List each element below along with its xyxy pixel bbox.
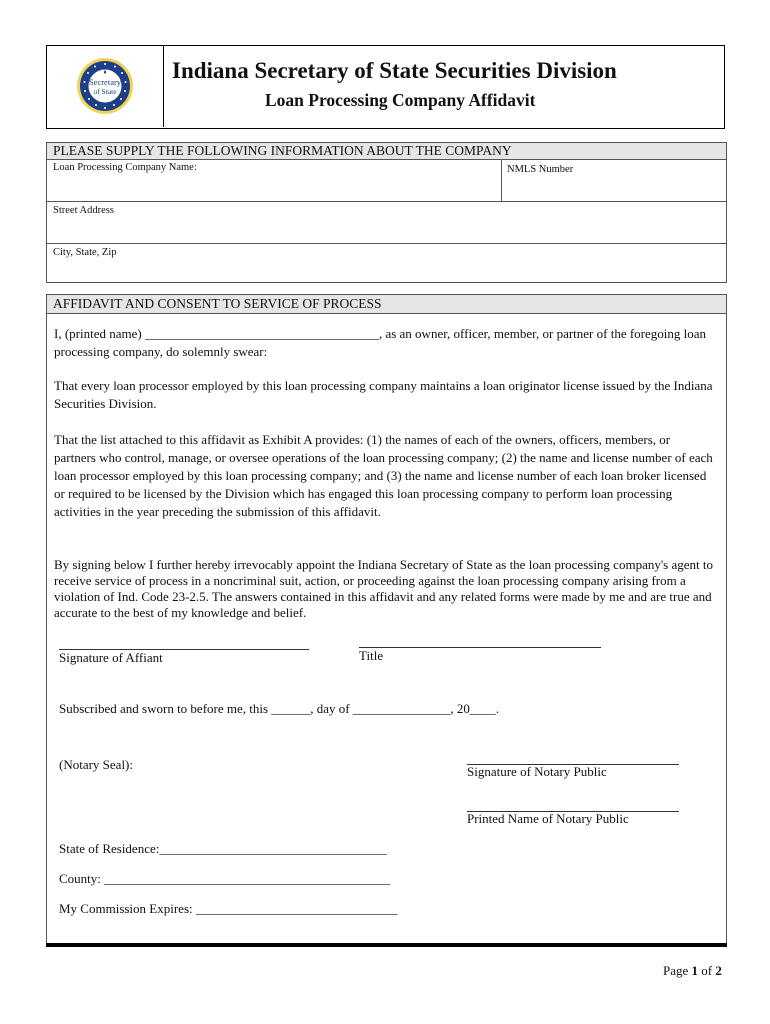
- commission-expires-field[interactable]: My Commission Expires: _______________________________: [59, 901, 398, 916]
- state-seal-icon: [76, 57, 134, 115]
- notary-signature-label: Signature of Notary Public: [467, 764, 607, 779]
- row-divider: [47, 201, 726, 202]
- company-name-field[interactable]: [49, 173, 499, 199]
- affidavit-paragraph-2: That every loan processor employed by this loan processing company maintains a loan originator license issued by the Indiana Securities Division.: [54, 378, 713, 411]
- seal-text-1: Secretary: [88, 77, 122, 87]
- state-of-residence-field[interactable]: State of Residence:___________________________________: [59, 841, 387, 856]
- bottom-rule: [46, 943, 727, 947]
- city-state-zip-field[interactable]: [49, 259, 723, 281]
- company-section-heading: PLEASE SUPPLY THE FOLLOWING INFORMATION ABOUT THE COMPANY: [47, 143, 726, 160]
- nmls-divider: [501, 159, 502, 201]
- affidavit-paragraph-3: That the list attached to this affidavit as Exhibit A provides: (1) the names of each of the owners, officers, members, or partners who control, manage, or oversee operations of the loan processing company; (2) the name and license number of each loan processor employed by this loan processing company; and (3) the name and license number of each loan broker licensed or required to be licensed by the Division which has engaged this loan processing company to perform loan processing activities in the year preceding the submission of this affidavit.: [54, 432, 713, 519]
- affidavit-paragraph-4: By signing below I further hereby irrevocably appoint the Indiana Secretary of State as the loan processing company's agent to receive service of process in a noncriminal suit, action, or proceeding against the loan processing company arising from a violation of Ind. Code 23-2.5. The answers contained in this affidavit and any related forms were made by me and are true and accurate to the best of my knowledge and belief.: [54, 557, 714, 620]
- seal-text-2: of State: [93, 87, 117, 96]
- page-subtitle: Loan Processing Company Affidavit: [265, 90, 536, 110]
- nmls-number-field[interactable]: [503, 177, 723, 199]
- county-field[interactable]: County: ____________________________________________: [59, 871, 391, 886]
- title-line[interactable]: [359, 647, 601, 648]
- street-address-label: Street Address: [53, 205, 114, 216]
- row-divider: [47, 243, 726, 244]
- company-info-section: [46, 142, 727, 283]
- page-number: [663, 963, 722, 979]
- page-number-current: 1: [691, 963, 699, 978]
- notary-printed-name-label: Printed Name of Notary Public: [467, 811, 629, 826]
- affidavit-paragraph-1: I, (printed name) ____________________________________, as an owner, officer, member, or partner of the foregoing loan processing company, do solemnly swear:: [54, 326, 707, 359]
- affidavit-section-heading: AFFIDAVIT AND CONSENT TO SERVICE OF PROCESS: [47, 295, 726, 314]
- subscribed-sworn-text: Subscribed and sworn to before me, this ______, day of _______________, 20____.: [59, 701, 500, 716]
- seal-cell: [47, 46, 164, 127]
- street-address-field[interactable]: [49, 217, 723, 241]
- company-name-label: Loan Processing Company Name:: [53, 162, 197, 173]
- title-label: Title: [359, 648, 384, 663]
- notary-seal-label: (Notary Seal):: [59, 757, 134, 772]
- affiant-signature-label: Signature of Affiant: [59, 650, 163, 665]
- page-title: Indiana Secretary of State Securities Division: [172, 58, 617, 83]
- city-state-zip-label: City, State, Zip: [53, 247, 117, 258]
- nmls-label: NMLS Number: [507, 164, 574, 175]
- page-number-of: of: [698, 963, 716, 978]
- page-number-prefix: Page: [663, 963, 692, 978]
- form-header: [46, 45, 725, 129]
- page-number-total: 2: [715, 963, 722, 978]
- affidavit-section: [46, 294, 727, 947]
